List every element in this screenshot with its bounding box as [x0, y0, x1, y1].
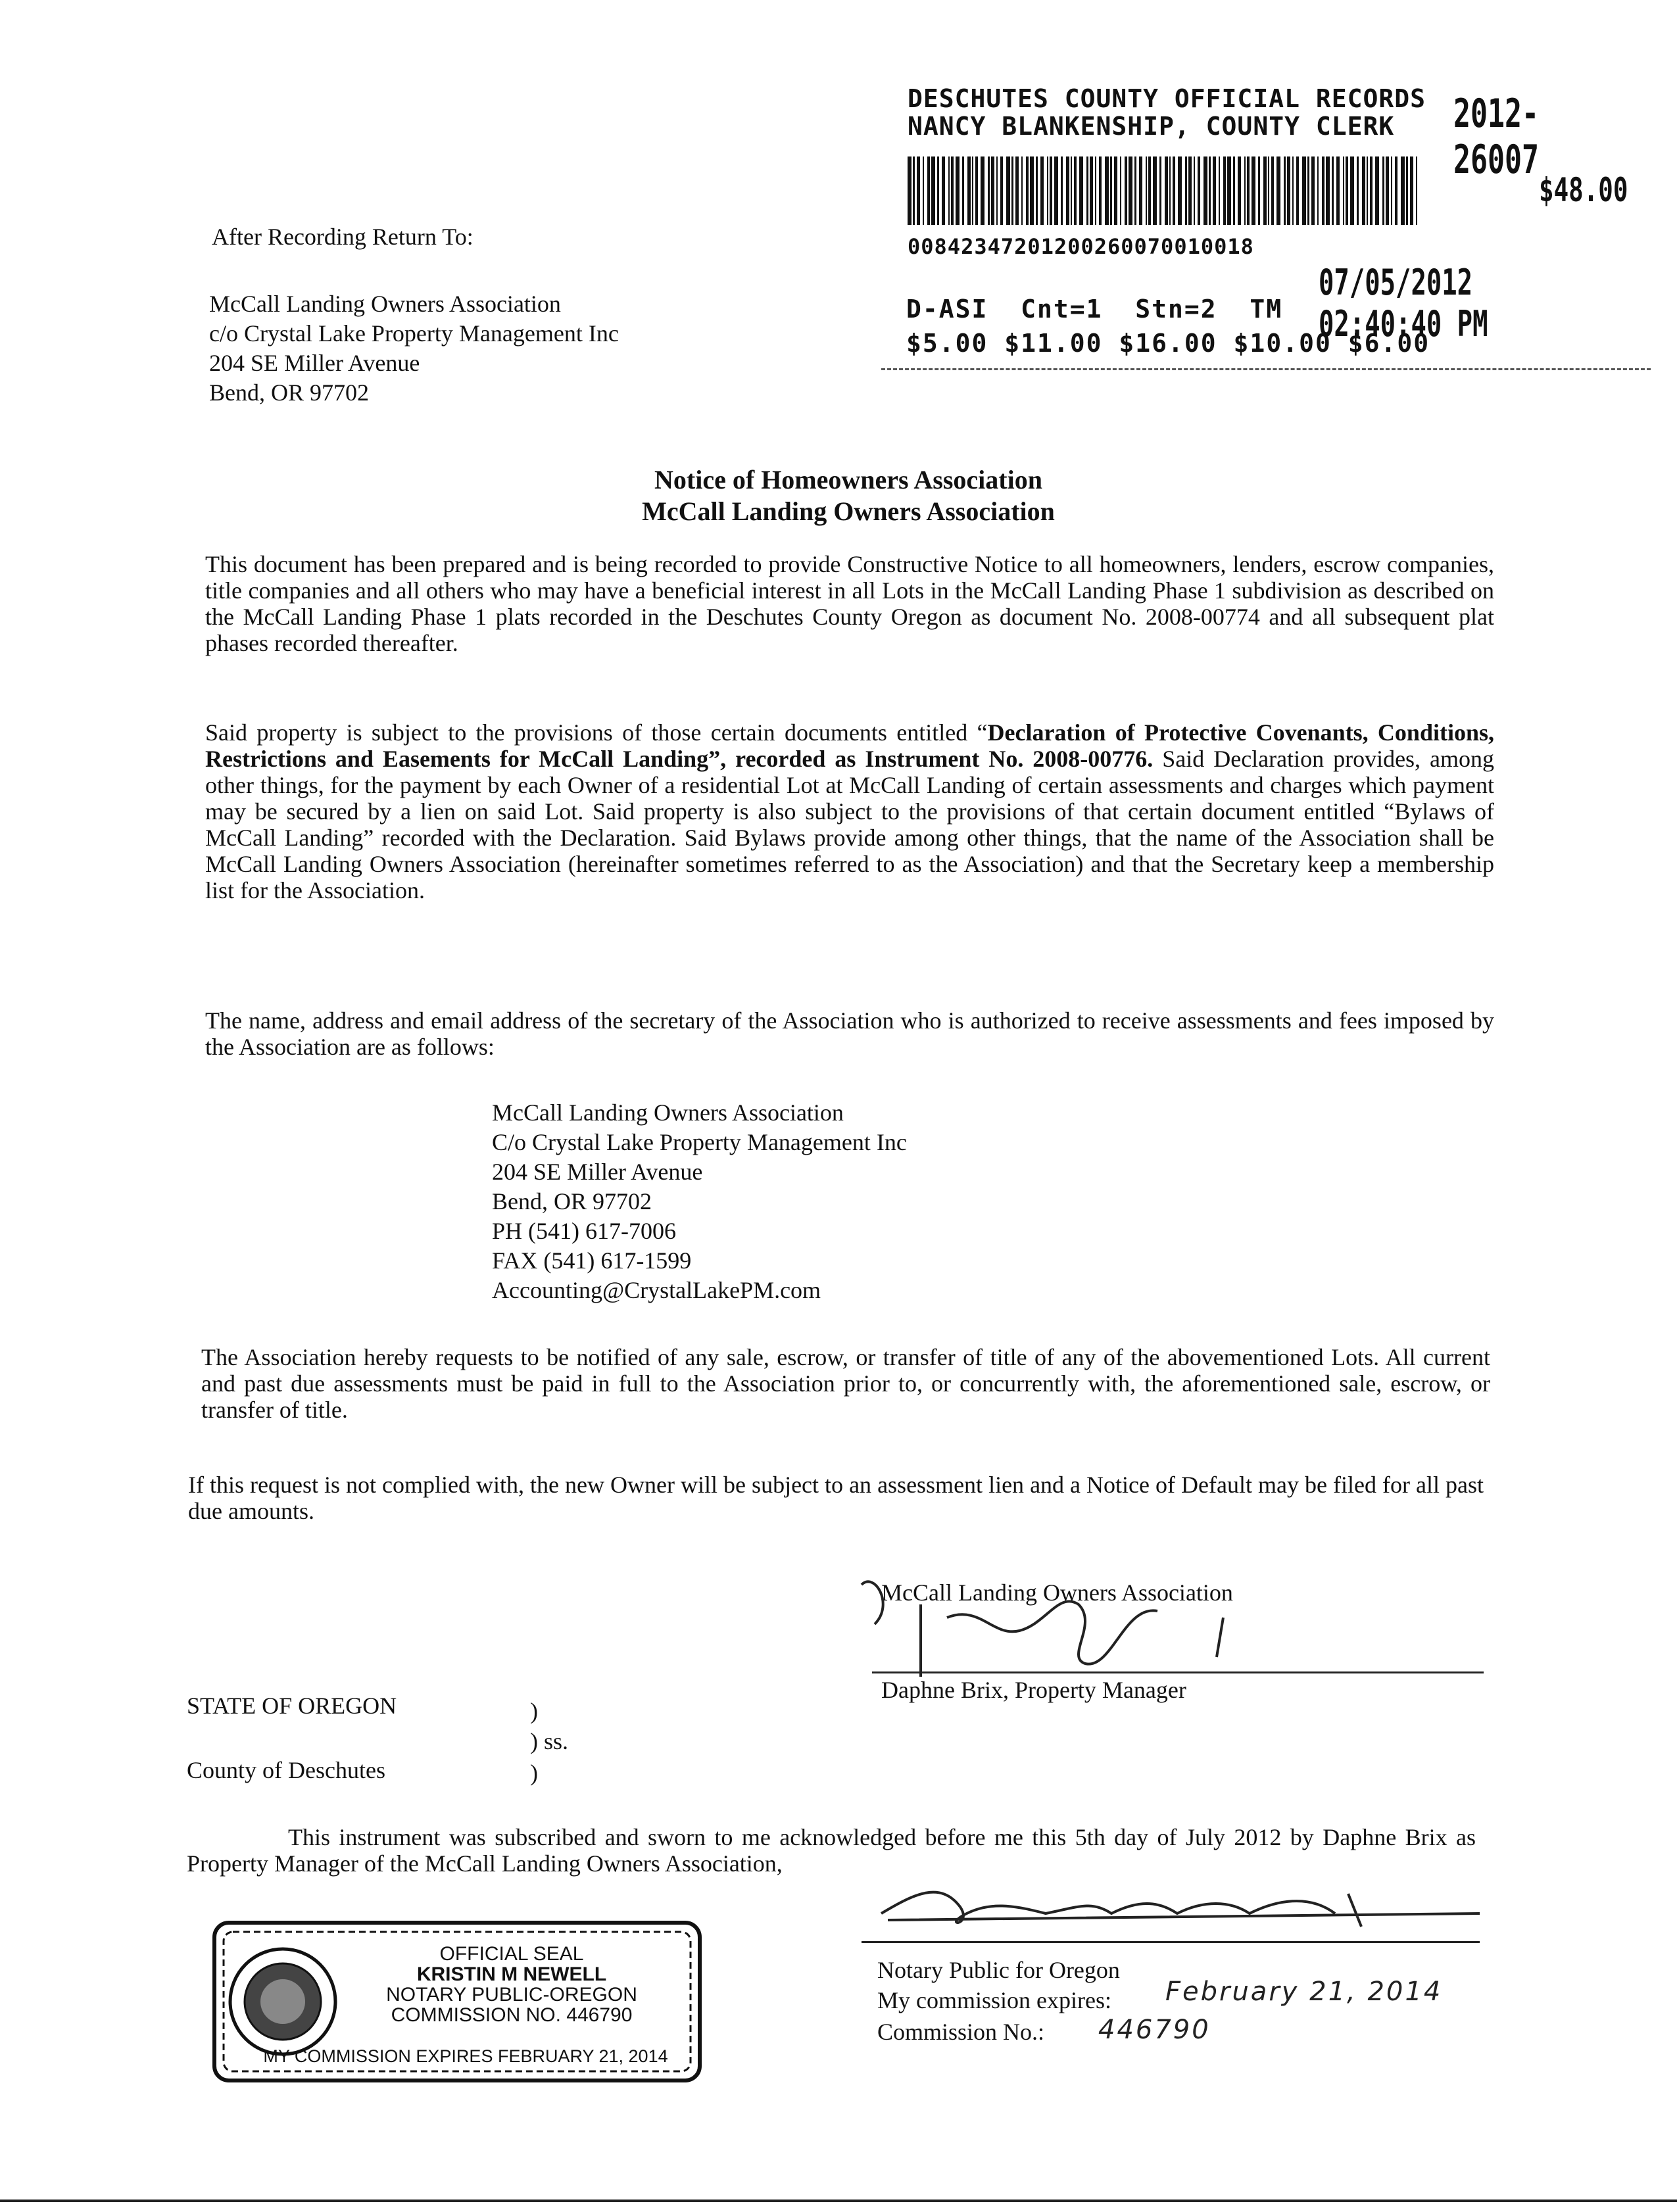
recording-fees: $5.00 $11.00 $16.00 $10.00 $6.00 [906, 329, 1430, 358]
barcode-bar [1302, 156, 1306, 225]
barcode-bar [1382, 156, 1384, 225]
barcode-bar [1006, 156, 1010, 225]
paragraph-secretary-intro: The name, address and email address of the secretary of the Association who is authorized to receive assessments and fees imposed by the Association are as follows: [205, 1007, 1494, 1060]
barcode-bar [1343, 156, 1344, 225]
barcode-bar [1326, 156, 1330, 225]
paragraph-default-notice: If this request is not complied with, the new Owner will be subject to an assessment lien and a Notice of Default may be filed for all past due amounts. [188, 1472, 1484, 1524]
barcode-bar [1258, 156, 1260, 225]
barcode-bar [1223, 156, 1226, 225]
barcode-bar [1114, 156, 1117, 225]
seal-heading: OFFICIAL SEAL [439, 1943, 584, 1965]
acknowledgment-text: This instrument was subscribed and sworn to me acknowledged before me this 5th day of July 2012 by Daphne Brix as Property Manager of the McCall Landing Owners Association, [187, 1824, 1476, 1877]
barcode-bar [1173, 156, 1175, 225]
barcode-bar [1188, 156, 1192, 225]
barcode-bar [1233, 156, 1235, 225]
signature-org: McCall Landing Owners Association [881, 1579, 1233, 1606]
p2-lead: Said property is subject to the provisions of those certain documents entitled “ [205, 719, 988, 746]
barcode-bar [1386, 156, 1389, 225]
document-number: 2012-26007 [1453, 91, 1540, 183]
venue-county: County of Deschutes [187, 1757, 385, 1783]
barcode-bar [951, 156, 954, 225]
seal-expiration: MY COMMISSION EXPIRES FEBRUARY 21, 2014 [263, 2046, 668, 2066]
barcode-bar [1276, 156, 1280, 225]
barcode-bar [1194, 156, 1195, 225]
barcode-bar [1139, 156, 1142, 225]
barcode-bar [1134, 156, 1136, 225]
barcode-bar [1066, 156, 1069, 225]
barcode-bar [996, 156, 998, 225]
return-to-line: c/o Crystal Lake Property Management Inc [209, 320, 619, 347]
barcode-bar [1247, 156, 1250, 225]
barcode-bar [1238, 156, 1241, 225]
barcode-bar [1074, 156, 1077, 225]
seal-commission: COMMISSION NO. 446790 [391, 2004, 633, 2026]
barcode-bar [972, 156, 973, 225]
barcode-bar [1011, 156, 1013, 225]
barcode-bar [1292, 156, 1294, 225]
barcode-bar [1015, 156, 1019, 225]
barcode-bar [1391, 156, 1392, 225]
barcode-bar [931, 156, 935, 225]
secretary-line: Bend, OR 97702 [492, 1188, 652, 1214]
barcode-bar [1268, 156, 1269, 225]
barcode-bar [1244, 156, 1246, 225]
barcode-bar [1120, 156, 1121, 225]
barcode-bar [1071, 156, 1072, 225]
barcode-bar [1198, 156, 1200, 225]
venue-state: STATE OF OREGON [187, 1693, 397, 1719]
secretary-phone: PH (541) 617-7006 [492, 1218, 676, 1244]
barcode-bar [1165, 156, 1168, 225]
paragraph-declaration [205, 719, 1494, 903]
secretary-fax: FAX (541) 617-1599 [492, 1247, 692, 1274]
barcode-bar [1159, 156, 1161, 225]
secretary-line: McCall Landing Owners Association [492, 1099, 844, 1126]
barcode-bar [1054, 156, 1058, 225]
barcode-bar [1110, 156, 1112, 225]
barcode [906, 156, 1426, 229]
return-to-line: 204 SE Miller Avenue [209, 350, 420, 376]
signature-line [872, 1671, 1484, 1673]
secretary-line: C/o Crystal Lake Property Management Inc [492, 1129, 907, 1155]
barcode-bar [917, 156, 920, 225]
barcode-bar [1311, 156, 1315, 225]
barcode-bar [1367, 156, 1368, 225]
barcode-bar [942, 156, 945, 225]
barcode-bar [991, 156, 994, 225]
secretary-address [492, 1098, 907, 1305]
venue-paren-1: ) [530, 1698, 538, 1724]
return-to-line: Bend, OR 97702 [209, 379, 369, 406]
recording-datetime: 07/05/2012 02:40:40 PM [1319, 262, 1488, 345]
barcode-bar [1317, 156, 1319, 225]
barcode-bar [1030, 156, 1034, 225]
paragraph-constructive-notice: This document has been prepared and is being recorded to provide Constructive Notice to all homeowners, lenders, escrow companies, title companies and all others who may have a beneficial interest in all Lots in the McCall Landing Phase 1 subdivision as described on the McCall Landing Phase 1 plats recorded in the Deschutes County Oregon as document No. 2008-00774 and all subsequent plat phases recorded thereafter. [205, 551, 1494, 656]
secretary-line: 204 SE Miller Avenue [492, 1159, 703, 1185]
barcode-bar [1375, 156, 1379, 225]
barcode-bar [1125, 156, 1127, 225]
barcode-bar [1000, 156, 1003, 225]
document-title [197, 464, 1499, 527]
barcode-bar [1099, 156, 1102, 225]
barcode-bar [1153, 156, 1157, 225]
barcode-bar [975, 156, 978, 225]
return-to-line: McCall Landing Owners Association [209, 291, 561, 317]
barcode-bar [1061, 156, 1063, 225]
recorder-office: DESCHUTES COUNTY OFFICIAL RECORDS [908, 84, 1426, 113]
barcode-bar [1332, 156, 1334, 225]
barcode-bar [1350, 156, 1354, 225]
barcode-bar [1047, 156, 1048, 225]
seal-notary-name: KRISTIN M NEWELL [416, 1963, 607, 1985]
barcode-bar [937, 156, 939, 225]
barcode-bar [1148, 156, 1151, 225]
barcode-bar [1406, 156, 1408, 225]
seal-text-block [334, 1944, 689, 2025]
barcode-bar [1227, 156, 1231, 225]
barcode-bar [1336, 156, 1340, 225]
barcode-bar [1209, 156, 1211, 225]
barcode-bar [913, 156, 915, 225]
p2-bold: Declaration of Protective Covenants, Conditions, Restrictions and Easements for McCall Landing”, recorded as Instrument No. 2008-00776. [205, 719, 1494, 772]
title-line-2: McCall Landing Owners Association [642, 496, 1055, 526]
barcode-bar [1079, 156, 1083, 225]
barcode-bar [1185, 156, 1187, 225]
signer-name: Daphne Brix, Property Manager [881, 1677, 1186, 1703]
barcode-bar [988, 156, 990, 225]
barcode-bar [1296, 156, 1299, 225]
barcode-bar [1050, 156, 1052, 225]
recording-codes: D-ASI Cnt=1 Stn=2 TM [906, 295, 1283, 324]
barcode-bar [1090, 156, 1093, 225]
scan-edge-line [0, 2200, 1677, 2202]
barcode-bar [1370, 156, 1373, 225]
barcode-bar [927, 156, 930, 225]
barcode-bar [1346, 156, 1348, 225]
commission-number-label: Commission No.: [877, 2019, 1045, 2045]
barcode-bar [967, 156, 971, 225]
barcode-bar [1203, 156, 1207, 225]
barcode-bar [962, 156, 964, 225]
barcode-bar [1416, 156, 1417, 225]
commission-expires-label: My commission expires: [877, 1987, 1111, 2013]
barcode-bar [1284, 156, 1286, 225]
fee-total: $48.00 [1539, 171, 1628, 209]
notary-seal [209, 1917, 705, 2086]
barcode-bar [948, 156, 950, 225]
barcode-bar [1036, 156, 1038, 225]
barcode-bar [1252, 156, 1255, 225]
barcode-bar [1026, 156, 1029, 225]
venue-paren-3: ) [530, 1760, 538, 1786]
barcode-bar [1322, 156, 1325, 225]
barcode-bar [1040, 156, 1044, 225]
barcode-bar [1021, 156, 1023, 225]
return-to-address [209, 289, 619, 408]
notary-title: Notary Public for Oregon [877, 1957, 1120, 1983]
barcode-bar [956, 156, 960, 225]
barcode-bar [1287, 156, 1290, 225]
barcode-bar [1219, 156, 1220, 225]
barcode-bar [1357, 156, 1359, 225]
stamp-divider [881, 368, 1651, 370]
barcode-bar [1395, 156, 1398, 225]
barcode-bar [1263, 156, 1267, 225]
barcode-digits: 00842347201200260070010018 [908, 234, 1254, 259]
barcode-bar [1410, 156, 1413, 225]
county-clerk: NANCY BLANKENSHIP, COUNTY CLERK [908, 112, 1395, 141]
seal-notary-title: NOTARY PUBLIC-OREGON [386, 1984, 637, 2006]
paragraph-transfer-notice: The Association hereby requests to be notified of any sale, escrow, or transfer of title of any of the abovementioned Lots. All current and past due assessments must be paid in full to the Association prior to, or concurrently with, the aforementioned sale, escrow, or transfer of title. [201, 1344, 1490, 1423]
venue-ss: ) ss. [530, 1728, 569, 1754]
barcode-bar [908, 156, 911, 225]
barcode-bar [1362, 156, 1365, 225]
barcode-bar [1086, 156, 1088, 225]
commission-number-value: 446790 [1098, 2015, 1211, 2045]
barcode-bar [1105, 156, 1109, 225]
commission-expires-value: February 21, 2014 [1165, 1977, 1443, 2007]
barcode-bar [1271, 156, 1274, 225]
barcode-bar [1095, 156, 1096, 225]
title-line-1: Notice of Homeowners Association [654, 465, 1042, 494]
secretary-email: Accounting@CrystalLakePM.com [492, 1277, 821, 1303]
notary-signature-image [862, 1867, 1493, 1940]
barcode-bar [1213, 156, 1216, 225]
barcode-bar [923, 156, 924, 225]
p2-rest: Said Declaration provides, among other things, for the payment by each Owner of a residential Lot at McCall Landing of certain assessments and charges which payment may be secured by a lien on said Lot. Said property is also subject to the provisions of that certain document entitled “Bylaws of McCall Landing” recorded with the Declaration. Said Bylaws provide among other things, that the name of the Association shall be McCall Landing Owners Association (hereinafter sometimes referred to as the Association) and that the Secretary keep a membership list for the Association. [205, 746, 1495, 903]
barcode-bar [1401, 156, 1405, 225]
barcode-bar [1307, 156, 1309, 225]
barcode-bar [981, 156, 984, 225]
barcode-bar [1129, 156, 1132, 225]
barcode-bar [1169, 156, 1171, 225]
barcode-bar [1146, 156, 1147, 225]
barcode-bar [1178, 156, 1182, 225]
notary-signature-line [862, 1941, 1480, 1943]
return-to-heading: After Recording Return To: [212, 224, 474, 250]
